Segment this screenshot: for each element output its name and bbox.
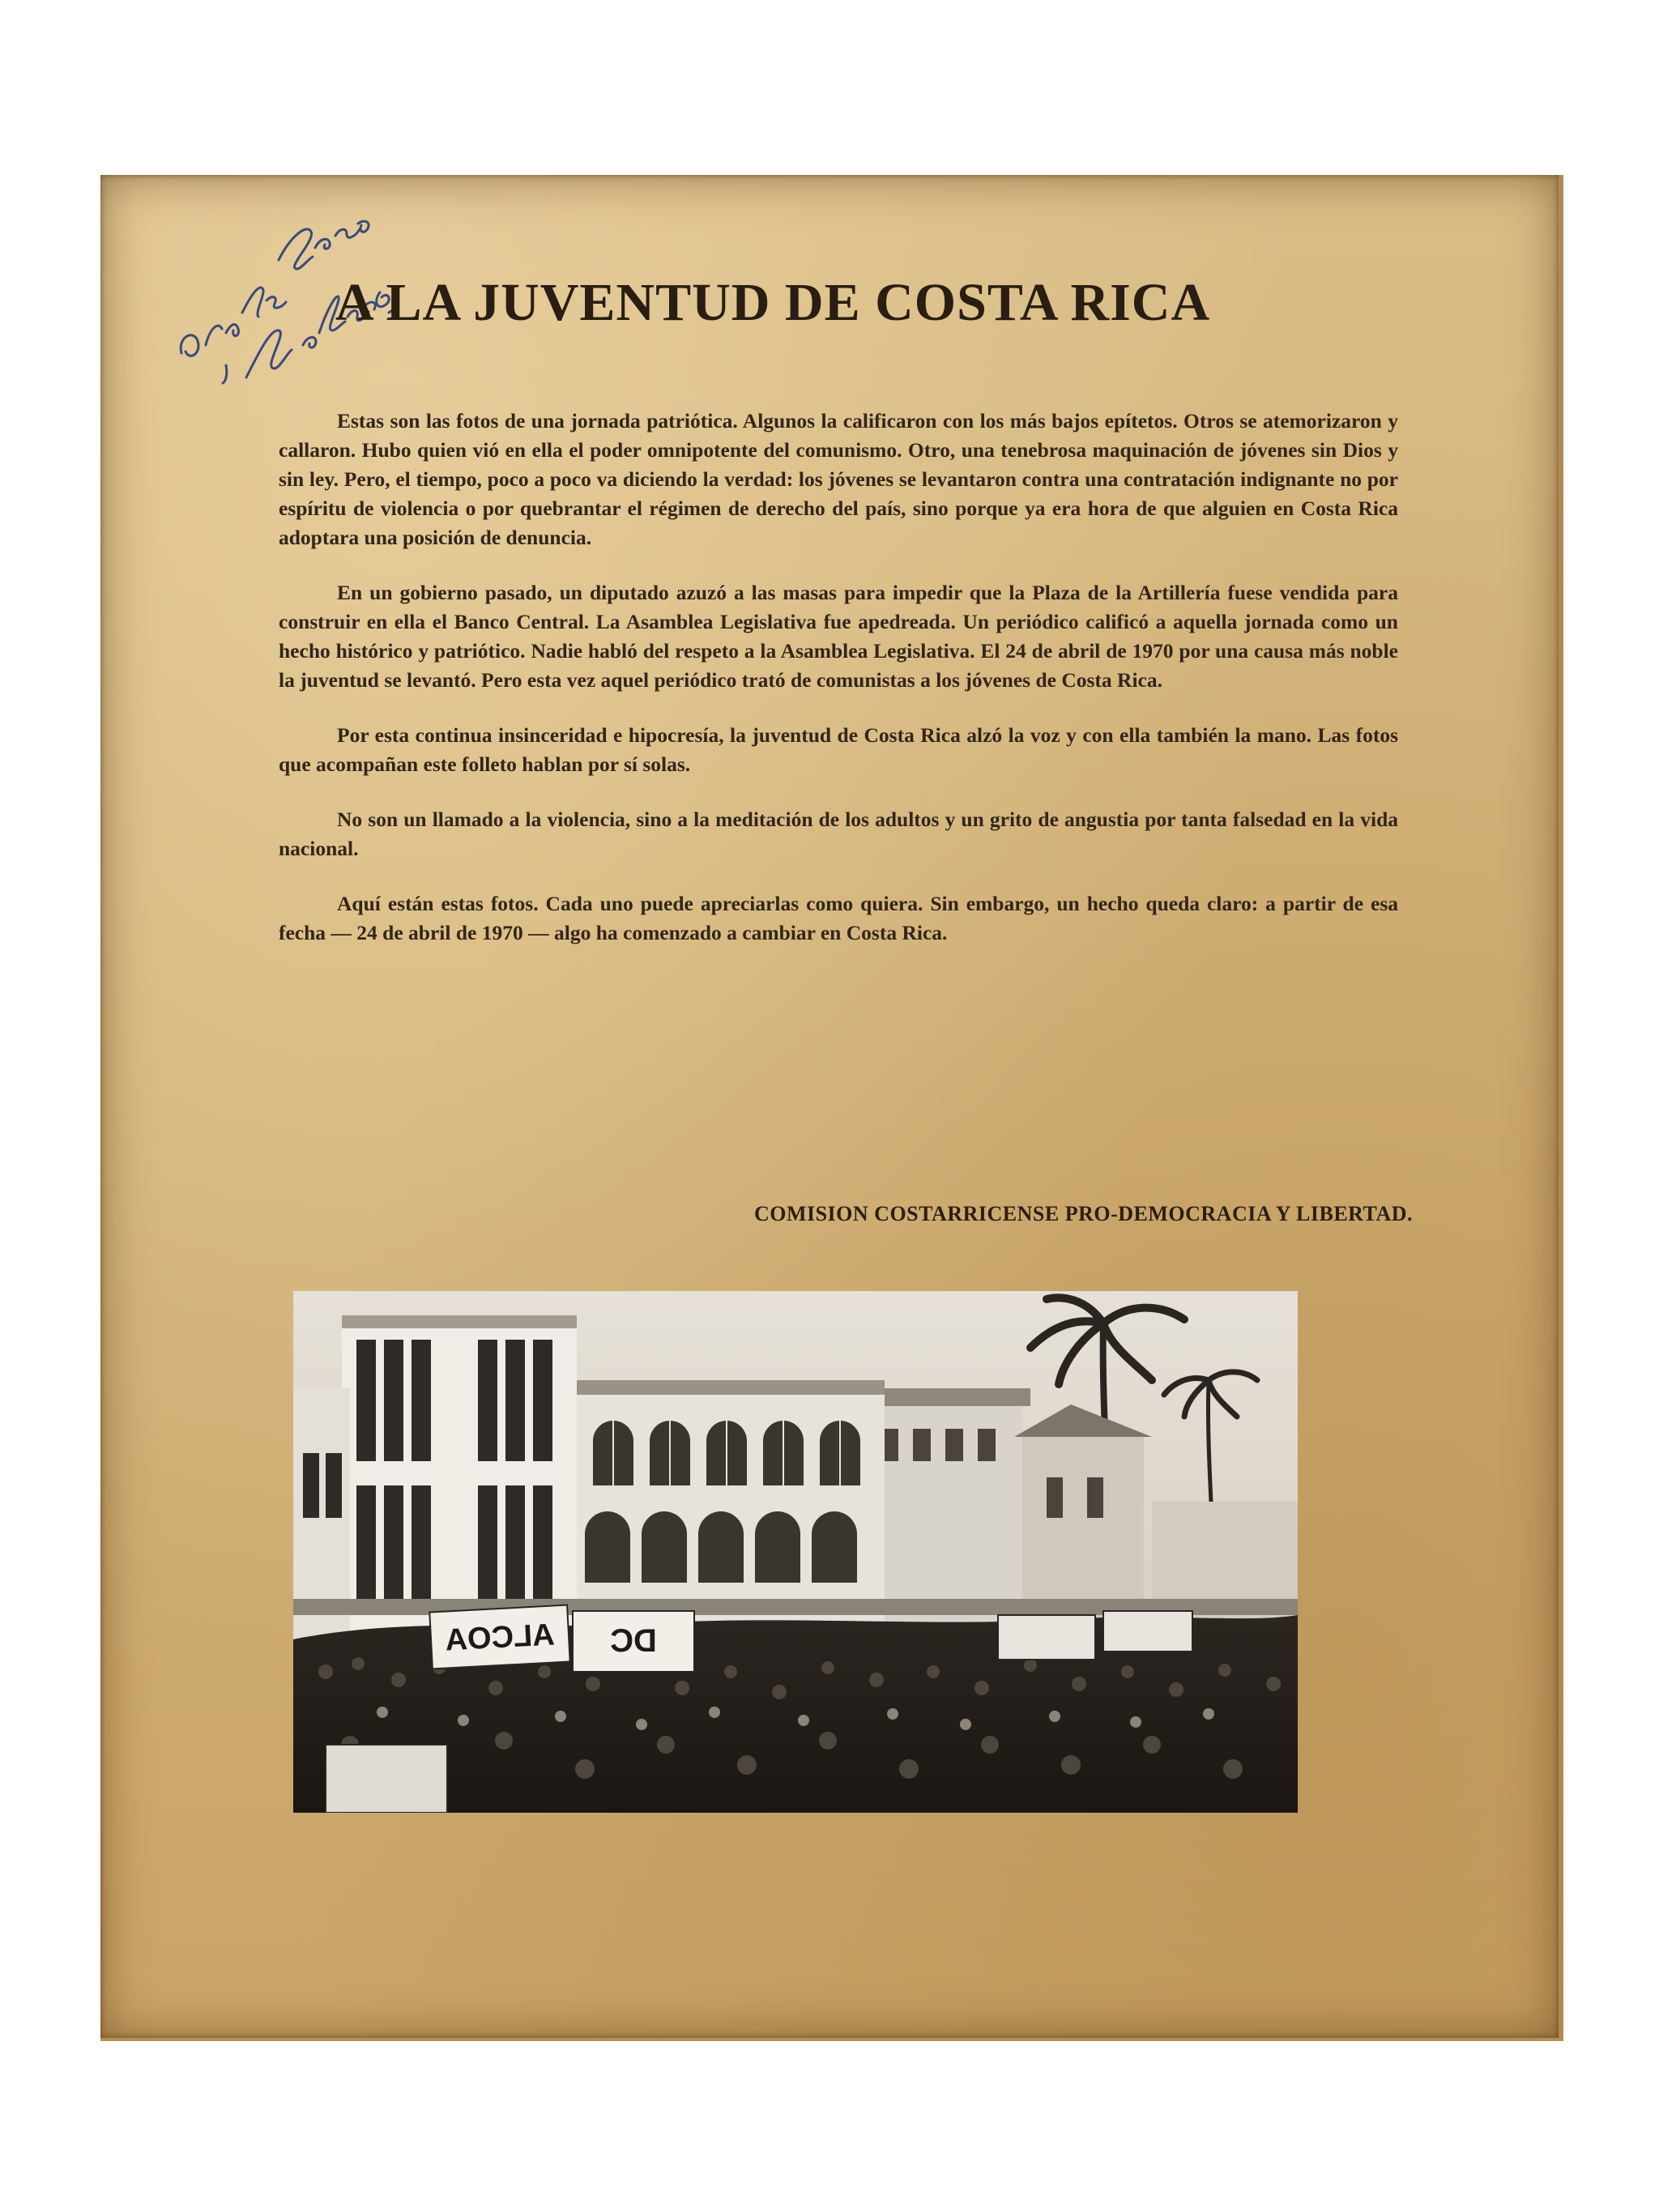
banner-left-text: ALCOA	[444, 1617, 556, 1658]
body-text	[279, 407, 1398, 974]
protest-photo	[293, 1291, 1298, 1813]
paragraph-3: Por esta continua insinceridad e hipocresía, la juventud de Costa Rica alzó la voz y con ella también la mano. Las fotos que acompañan este folleto hablan por sí solas.	[279, 723, 1398, 776]
paragraph-5: Aquí están estas fotos. Cada uno puede apreciarlas como quiera. Sin embargo, un hecho queda claro: a partir de esa fecha — 24 de abril de 1970 — algo ha comenzado a cambiar en Costa Rica.	[279, 892, 1398, 944]
paragraph-2: En un gobierno pasado, un diputado azuzó a las masas para impedir que la Plaza de la Artillería fuese vendida para construir en ella el Banco Central. La Asamblea Legislativa fue apedreada. Un periódico calificó a aquella jornada como un hecho histórico y patriótico. Nadie habló del respeto a la Asamblea Legislativa. El 24 de abril de 1970 por una causa más noble la juventud se levantó. Pero esta vez aquel periódico trató de comunistas a los jóvenes de Costa Rica.	[279, 581, 1398, 692]
signoff: COMISION COSTARRICENSE PRO-DEMOCRACIA Y LIBERTAD.	[753, 1202, 1413, 1225]
document-title: A LA JUVENTUD DE COSTA RICA	[335, 273, 1211, 332]
document-page	[100, 175, 1563, 2041]
paragraph-4: No son un llamado a la violencia, sino a la meditación de los adultos y un grito de angustia por tanta falsedad en la vida nacional.	[279, 808, 1398, 860]
banner-mid-text: DC	[610, 1623, 657, 1659]
paragraph-1: Estas son las fotos de una jornada patriótica. Algunos la calificaron con los más bajos epítetos. Otros se atemorizaron y callaron. Hubo quien vió en ella el poder omnipotente del comunismo. Otro, una tenebrosa maquinación de jóvenes sin Dios y sin ley. Pero, el tiempo, poco a poco va diciendo la verdad: los jóvenes se levantaron contra una contratación indignante no por espíritu de violencia o por quebrantar el régimen de derecho del país, sino porque ya era hora de que alguien en Costa Rica adoptara una posición de denuncia.	[279, 409, 1398, 549]
